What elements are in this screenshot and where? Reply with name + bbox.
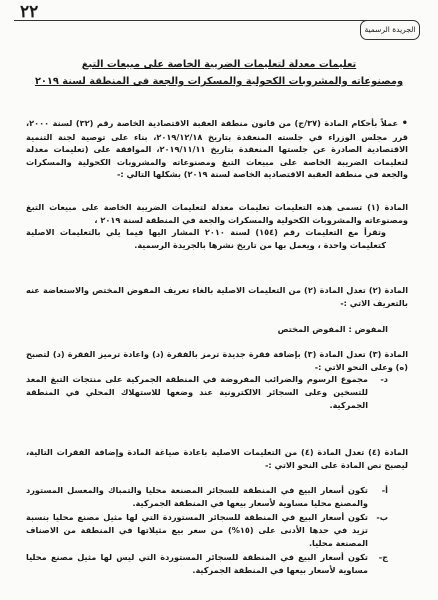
page-number: ٢٢ [20, 2, 39, 22]
list-marker: د- [380, 374, 388, 385]
header-rule [14, 20, 382, 21]
article2-definition: المفوض : المفوض المختص [277, 323, 388, 334]
article4-item [26, 484, 408, 509]
article1-paragraph1: المادة (١) تسمى هذه التعليمات تعليمات معدلة لتعليمات الضريبة الخاصة على مبيعات التبغ ومصنوعاته والمشروبات الكحولية والمسكرات والجعة في المنطقة لسنة ٢٠١٩ ، [26, 201, 409, 225]
list-item-text: تكون أسعار البيع في المنطقة للسجائر المستوردة التي ليس لها مثيل مصنع محليا مساوية لأسعار بيعها في المنطقة الجمركية. [26, 552, 368, 575]
list-item-text: مجموع الرسوم والضرائب المفروضة في المنطقة الجمركية على منتجات التبغ المعد للتسخين وعلى السجائر الالكترونية عند وضعها للاستهلاك المحلي في المنطقة الجمركية. [26, 374, 368, 410]
title-line-1: تعليمات معدلة لتعليمات الضريبة الخاصة على مبيعات التبغ [81, 59, 357, 70]
article2-paragraph: المادة (٢) تعدل المادة (٢) من التعليمات الاصلية بالغاء تعريف المفوض المختص والاستعاضة عنه بالتعريف الاتي :- [26, 285, 409, 308]
list-item-text: تكون أسعار البيع في المنطقة للسجائر المصنعة محليا والتمباك والمعسل المستورد والمصنع محليا مساوية لأسعار بيعها في المنطقة الجمركية. [26, 485, 368, 508]
list-marker: ب- [376, 512, 388, 523]
article4-item [26, 511, 408, 549]
gazette-label-box: الجريدة الرسمية [360, 20, 420, 40]
document-body [26, 117, 408, 578]
article4-item [26, 551, 408, 576]
intro-text: عملاً بأحكام المادة (٣٧/ج) من قانون منطقة العقبة الاقتصادية الخاصة رقم (٣٢) لسنة ٢٠٠٠، قرر مجلس الوزراء في جلسته المنعقدة بتاريخ ٢٠١٩/١٢/١٨، بناء على توصية لجنة التنمية الاقتصادية الصادرة عن جلستها المنعقدة بتاريخ ٢٠١٩/١١/١١، الموافقة على (تعليمات معدلة لتعليمات الضريبة الخاصة على مبيعات التبغ ومصنوعاته والمشروبات الكحولية والمسكرات والجعة في منطقة العقبة الاقتصادية الخاصة لسنة ٢٠١٩) بشكلها التالي :- [26, 118, 409, 180]
list-marker: ج- [378, 552, 388, 563]
article1-paragraph2: وتقرأ مع التعليمات رقم (١٥٤) لسنة ٢٠١٠ المشار اليها فيما يلي بالتعليمات الاصلية كتعليمات واحدة ، ويعمل بها من تاريخ نشرها بالجريدة الرسمية. [26, 227, 387, 250]
article3-paragraph: المادة (٣) تعدل المادة (٣) بإضافة فقرة جديدة ترمز بالفقرة (د) واعادة ترميز الفقرة (د) لتصبح (ه) وعلى النحو الاتي :- [26, 349, 409, 372]
title-line-2: ومصنوعاته والمشروبات الكحولية والمسكرات والجعة في المنطقة لسنة ٢٠١٩ [34, 76, 404, 87]
document-title [34, 56, 404, 90]
article4-paragraph: المادة (٤) تعدل المادة (٤) من التعليمات الاصلية باعادة صياغة المادة وإضافة الفقرات التالية، ليصبح نص المادة على النحو الاتي :- [26, 447, 409, 470]
bullet-icon: • [401, 118, 408, 129]
list-marker: أ- [381, 485, 388, 496]
intro-paragraph [26, 117, 408, 181]
list-item-text: تكون أسعار البيع في المنطقة للسجائر المستوردة التي لها مثيل مصنع محليا بنسبة تزيد في حدها الأدنى على (١٥%) من سعر بيع مثيلاتها في المنطقة من الاصناف المصنعة محليا. [26, 512, 368, 548]
article3-item [26, 373, 408, 411]
